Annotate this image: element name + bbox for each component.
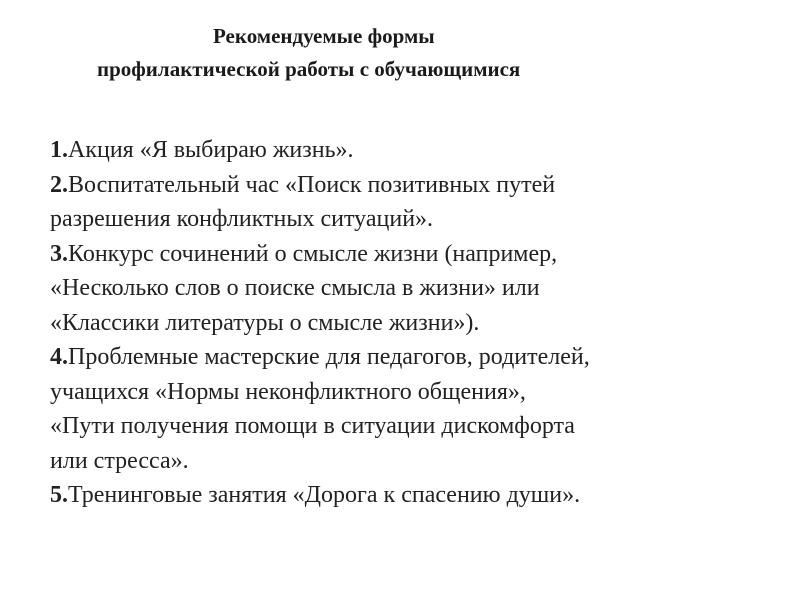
item-text: Тренинговые занятия «Дорога к спасению души». xyxy=(68,482,581,508)
item-text: «Несколько слов о поиске смысла в жизни» или xyxy=(50,275,540,301)
title-line-1: Рекомендуемые формы xyxy=(213,24,435,48)
list-item xyxy=(50,133,780,168)
list-item-line xyxy=(50,271,780,306)
list-item xyxy=(50,340,780,478)
item-number: 5. xyxy=(50,482,68,508)
item-number: 3. xyxy=(50,240,68,267)
item-text: или стресса». xyxy=(50,447,189,474)
list-item-line xyxy=(50,168,780,203)
list-item-line xyxy=(50,478,780,513)
list-item-line xyxy=(50,306,780,341)
list-item-line xyxy=(50,340,780,375)
item-number: 4. xyxy=(50,344,68,370)
list-item xyxy=(50,168,780,237)
list-item-line xyxy=(50,375,780,410)
item-text: разрешения конфликтных ситуаций». xyxy=(50,206,434,232)
list-item-line xyxy=(50,133,780,168)
list-item-line xyxy=(50,444,780,479)
list-item xyxy=(50,237,780,341)
title-line-2: профилактической работы с обучающимися xyxy=(97,57,521,81)
item-text: «Пути получения помощи в ситуации дискомфорта xyxy=(50,413,575,439)
list-item-line xyxy=(50,237,780,272)
item-text: учащихся «Нормы неконфликтного общения», xyxy=(50,378,526,405)
list-item-line xyxy=(50,409,780,444)
list-item xyxy=(50,478,780,513)
item-number: 1. xyxy=(50,137,68,163)
item-text: «Классики литературы о смысле жизни»). xyxy=(50,309,480,336)
recommendations-list xyxy=(50,133,780,513)
item-text: Воспитательный час «Поиск позитивных путей xyxy=(68,171,556,198)
item-text: Проблемные мастерские для педагогов, родителей, xyxy=(68,344,590,370)
item-text: Конкурс сочинений о смысле жизни (например, xyxy=(68,240,558,267)
item-text: Акция «Я выбираю жизнь». xyxy=(68,137,354,163)
item-number: 2. xyxy=(50,171,68,198)
list-item-line xyxy=(50,202,780,237)
